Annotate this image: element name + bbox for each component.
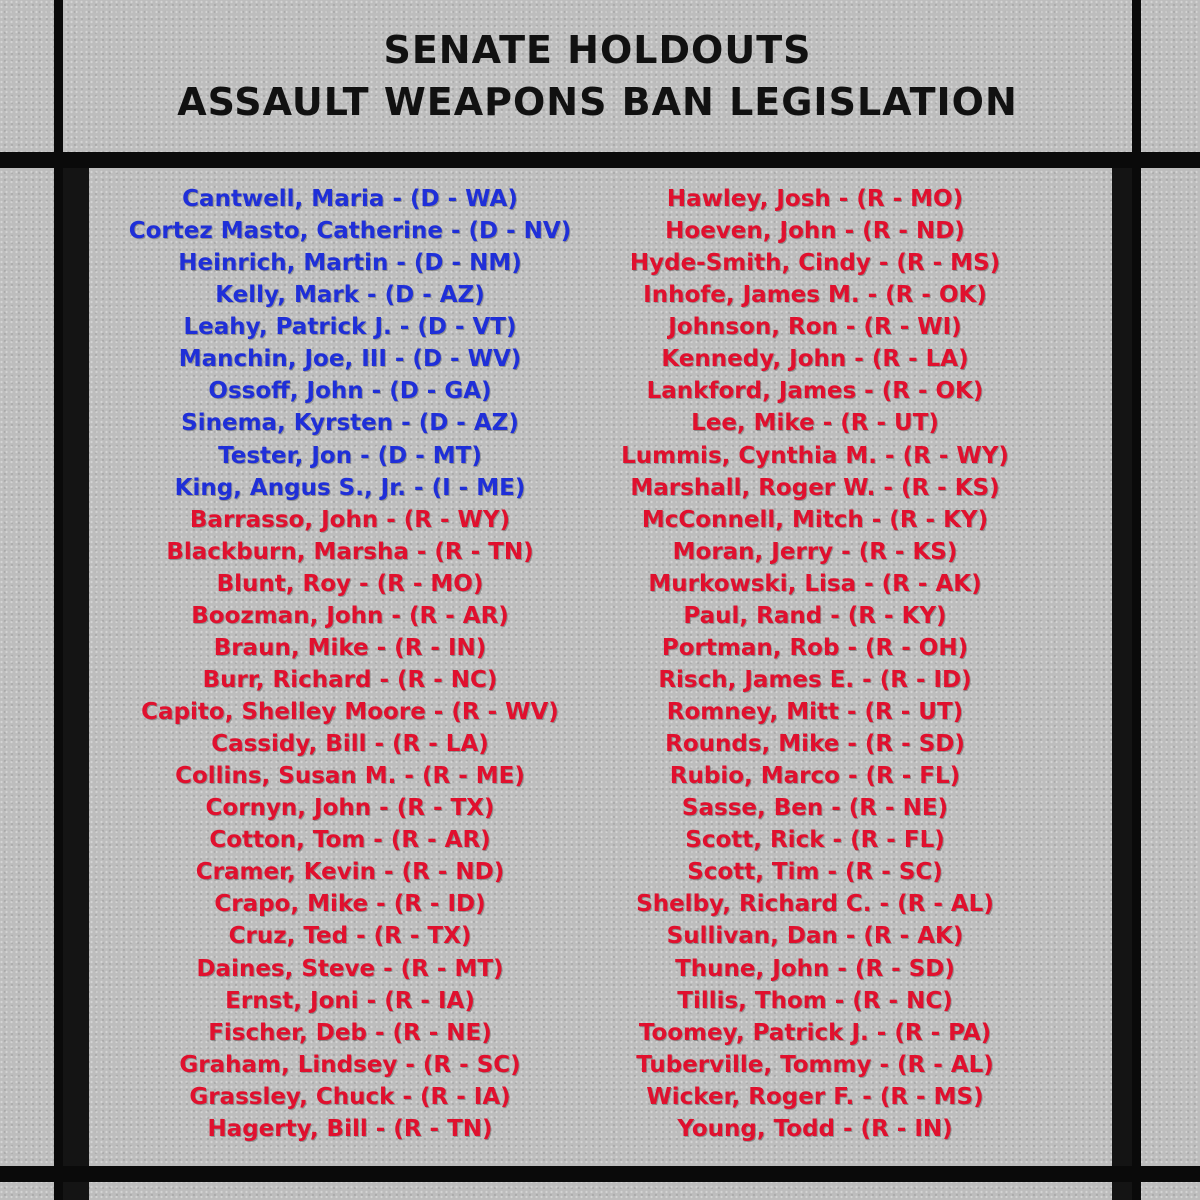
frame-top-bar xyxy=(0,152,1200,168)
senator-list-item: Thune, John - (R - SD) xyxy=(675,955,955,982)
senator-list-item: Lankford, James - (R - OK) xyxy=(646,378,984,405)
senator-list-item: Ossoff, John - (D - GA) xyxy=(208,378,492,405)
senator-list-item: Graham, Lindsey - (R - SC) xyxy=(179,1051,521,1078)
senator-list-item: Hawley, Josh - (R - MO) xyxy=(666,186,964,212)
senator-list-item: Johnson, Ron - (R - WI) xyxy=(668,314,962,341)
senator-list-right xyxy=(555,183,1075,1145)
senator-list-item: Tester, Jon - (D - MT) xyxy=(218,442,482,469)
senator-list-item: Risch, James E. - (R - ID) xyxy=(658,666,972,693)
senator-list-item: Blackburn, Marsha - (R - TN) xyxy=(166,538,534,565)
senator-list-item: Rubio, Marco - (R - FL) xyxy=(669,763,961,790)
senator-list-item: Sinema, Kyrsten - (D - AZ) xyxy=(181,410,519,437)
senator-list-item: Cramer, Kevin - (R - ND) xyxy=(195,859,505,886)
senator-list-item: Tuberville, Tommy - (R - AL) xyxy=(636,1051,994,1078)
senator-list-item: Braun, Mike - (R - IN) xyxy=(213,634,487,661)
senator-list-item: Shelby, Richard C. - (R - AL) xyxy=(636,891,994,918)
frame-bottom-bar xyxy=(0,1166,1200,1182)
senator-list-item: Young, Todd - (R - IN) xyxy=(677,1115,953,1142)
senator-list-item: Cruz, Ted - (R - TX) xyxy=(228,923,472,950)
senator-list-item: Sasse, Ben - (R - NE) xyxy=(681,795,949,822)
senator-list-item: Moran, Jerry - (R - KS) xyxy=(672,538,958,565)
senator-list-item: Blunt, Roy - (R - MO) xyxy=(216,570,484,597)
senator-list-item: Manchin, Joe, III - (D - WV) xyxy=(178,346,522,373)
senator-list-item: Boozman, John - (R - AR) xyxy=(191,602,509,629)
senator-list-item: Inhofe, James M. - (R - OK) xyxy=(643,282,987,309)
senator-list-item: Hoeven, John - (R - ND) xyxy=(665,218,965,245)
senator-list-item: Cornyn, John - (R - TX) xyxy=(205,795,495,822)
senator-list-item: Heinrich, Martin - (D - NM) xyxy=(178,250,522,277)
senator-list-item: King, Angus S., Jr. - (I - ME) xyxy=(174,474,526,501)
senator-list-item: Leahy, Patrick J. - (D - VT) xyxy=(183,314,517,341)
senator-list-item: Sullivan, Dan - (R - AK) xyxy=(666,923,964,950)
senator-list-item: Kennedy, John - (R - LA) xyxy=(661,346,969,373)
senator-list-item: Paul, Rand - (R - KY) xyxy=(683,602,947,629)
senator-list-item: Ernst, Joni - (R - IA) xyxy=(225,987,475,1014)
senator-list-item: Marshall, Roger W. - (R - KS) xyxy=(630,474,1000,501)
senator-list-item: Kelly, Mark - (D - AZ) xyxy=(215,282,485,309)
senator-list-item: Scott, Rick - (R - FL) xyxy=(685,827,945,854)
senator-list-item: Cassidy, Bill - (R - LA) xyxy=(211,731,489,758)
frame-left-outer-bar xyxy=(54,0,63,1200)
senator-list-item: Hagerty, Bill - (R - TN) xyxy=(207,1115,493,1142)
frame-right-inner-bar xyxy=(1112,152,1132,1200)
senator-list-item: Cantwell, Maria - (D - WA) xyxy=(182,186,518,212)
senator-list-item: Romney, Mitt - (R - UT) xyxy=(666,699,964,725)
frame-left-inner-bar xyxy=(63,152,89,1200)
senator-list-item: Crapo, Mike - (R - ID) xyxy=(214,891,486,918)
senator-list-item: Hyde-Smith, Cindy - (R - MS) xyxy=(629,250,1001,277)
senator-list-item: Murkowski, Lisa - (R - AK) xyxy=(648,570,982,597)
senator-list-item: McConnell, Mitch - (R - KY) xyxy=(641,506,989,533)
senator-list-item: Rounds, Mike - (R - SD) xyxy=(665,731,965,758)
senator-list-item: Lummis, Cynthia M. - (R - WY) xyxy=(621,442,1009,469)
senator-list-item: Tillis, Thom - (R - NC) xyxy=(677,987,953,1014)
senator-list-item: Portman, Rob - (R - OH) xyxy=(661,634,969,661)
frame-right-outer-bar xyxy=(1132,0,1141,1200)
senator-list-item: Lee, Mike - (R - UT) xyxy=(691,410,939,437)
title-line-1: SENATE HOLDOUTS xyxy=(383,28,812,72)
senator-list-item: Burr, Richard - (R - NC) xyxy=(202,666,498,693)
senator-list-left xyxy=(90,183,610,1145)
senator-list-item: Scott, Tim - (R - SC) xyxy=(687,859,943,886)
senator-list-item: Wicker, Roger F. - (R - MS) xyxy=(646,1083,984,1110)
senator-list-item: Cortez Masto, Catherine - (D - NV) xyxy=(128,218,572,245)
senator-list-item: Collins, Susan M. - (R - ME) xyxy=(175,763,525,790)
senator-list-item: Fischer, Deb - (R - NE) xyxy=(208,1019,492,1046)
senator-list-item: Barrasso, John - (R - WY) xyxy=(189,506,511,533)
senator-list-item: Cotton, Tom - (R - AR) xyxy=(209,827,491,854)
senator-list-item: Daines, Steve - (R - MT) xyxy=(196,955,504,982)
senator-list-item: Grassley, Chuck - (R - IA) xyxy=(189,1083,511,1110)
page-title xyxy=(63,24,1132,128)
title-line-2: ASSAULT WEAPONS BAN LEGISLATION xyxy=(177,80,1018,124)
senator-list-item: Capito, Shelley Moore - (R - WV) xyxy=(141,699,559,725)
senator-list-item: Toomey, Patrick J. - (R - PA) xyxy=(638,1019,992,1046)
